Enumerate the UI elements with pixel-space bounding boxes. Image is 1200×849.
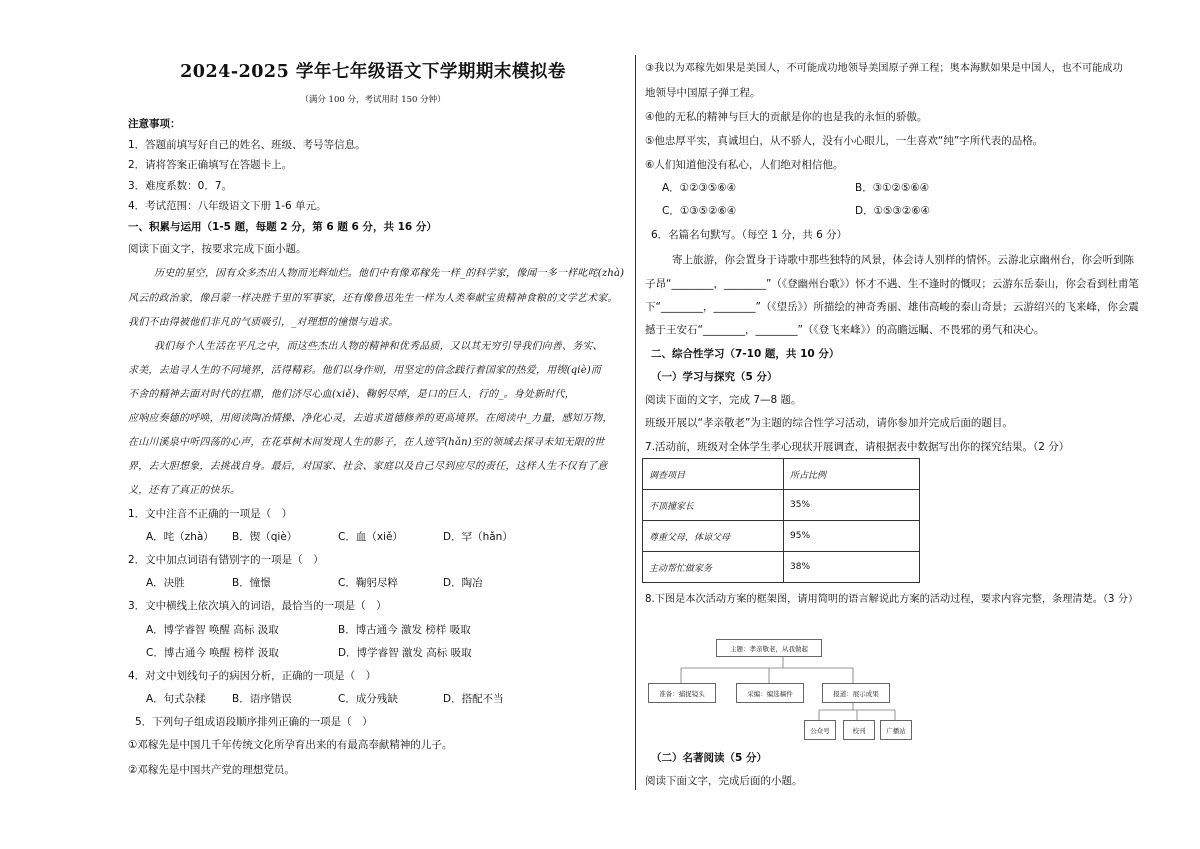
q6-line: 子昂“________，________”（《登幽州台歌》）怀才不遇、生不逢时的慨叹；云游东岳泰山，你会看到杜甫笔: [645, 278, 1139, 290]
q5-option-c[interactable]: C．①③⑤②⑥④: [662, 205, 737, 217]
table-cell: 35%: [784, 490, 920, 521]
column-divider: [635, 55, 636, 790]
notes-item: 2．请将答案正确填写在答题卡上。: [128, 159, 293, 171]
q5-item: ①邓稼先是中国几千年传统文化所孕育出来的有最高奉献精神的儿子。: [128, 739, 453, 751]
q5-option-d[interactable]: D．①⑤③②⑥④: [855, 205, 931, 217]
activity-intro: 班级开展以“孝亲敬老”为主题的综合性学习活动，请你参加并完成后面的题目。: [645, 417, 1013, 429]
table-header-cell: 调查项目: [643, 459, 784, 490]
question-7-stem: 7.活动前，班级对全体学生孝心现状开展调查，请根据表中数据写出你的探究结果。（2 分）: [645, 441, 1070, 453]
subsection-1-intro: 阅读下面的文字，完成 7—8 题。: [645, 394, 802, 406]
flow-node-theme: 主题：孝亲敬老，从我做起: [716, 639, 822, 657]
q6-line: 下“________，________”（《望岳》）所描绘的神奇秀丽、雄伟高峻的泰山奇景；云游绍兴的飞来峰，你会震: [645, 301, 1139, 313]
subsection-2-heading: （二）名著阅读（5 分）: [651, 752, 767, 764]
q3-option-d[interactable]: D．博学睿智 激发 高标 吸取: [338, 647, 472, 659]
q1-option-a[interactable]: A．咤（zhà）: [146, 531, 214, 543]
table-header-cell: 所占比例: [784, 459, 920, 490]
q4-option-a[interactable]: A．句式杂糅: [146, 693, 206, 705]
flow-node-report: 报道：展示成果: [822, 683, 890, 703]
page-subtitle: （满分 100 分，考试用时 150 分钟）: [300, 95, 446, 105]
q6-line: 寄上旅游，你会置身于诗歌中那些独特的风景，体会诗人别样的情怀。云游北京幽州台，你会听到陈: [672, 254, 1134, 266]
q3-option-b[interactable]: B．博古通今 激发 榜样 吸取: [338, 624, 471, 636]
flow-node-radio: 广播站: [880, 720, 912, 740]
survey-table: [642, 458, 920, 583]
q3-option-a[interactable]: A．博学睿智 唤醒 高标 汲取: [146, 624, 279, 636]
q6-line: 撼于王安石“________，________”（《登飞来峰》）的高瞻远瞩、不畏邪的勇气和决心。: [645, 324, 1045, 336]
passage-line: 界，去大胆想象，去挑战自身。最后，对国家、社会、家庭以及自己尽到应尽的责任，这样人生不仅有了意: [128, 461, 608, 472]
q4-option-d[interactable]: D．搭配不当: [443, 693, 504, 705]
flow-node-prepare: 准备：捕捉镜头: [648, 683, 716, 703]
q2-option-b[interactable]: B．憧憬: [232, 577, 271, 589]
question-5-stem: 5．下列句子组成语段顺序排列正确的一项是（ ）: [135, 716, 373, 728]
table-cell: 38%: [784, 552, 920, 583]
passage-line: 不舍的精神去面对时代的扛鼎，他们济尽心血(xiě)、鞠躬尽瘁，是口的巨人，行的_。身处新时代，: [128, 389, 575, 400]
notes-item: 1．答题前填写好自己的姓名、班级、考号等信息。: [128, 139, 366, 151]
notes-item: 4．考试范围：八年级语文下册 1-6 单元。: [128, 200, 327, 212]
question-2-stem: 2．文中加点词语有错别字的一项是（ ）: [128, 554, 324, 566]
section1-intro: 阅读下面文字，按要求完成下面小题。: [128, 243, 307, 255]
subsection-1-heading: （一）学习与探究（5 分）: [651, 371, 778, 383]
q1-option-b[interactable]: B．锲（qiè）: [232, 531, 298, 543]
q3-option-c[interactable]: C．博古通今 唤醒 榜样 汲取: [146, 647, 279, 659]
notes-item: 3．难度系数：0．7。: [128, 180, 233, 192]
q1-option-d[interactable]: D．罕（hǎn）: [443, 531, 513, 543]
flow-node-wechat: 公众号: [804, 720, 836, 740]
page-title: 2024-2025 学年七年级语文下学期期末模拟卷: [180, 62, 566, 82]
table-header-row: [643, 459, 920, 490]
notes-heading: 注意事项：: [128, 118, 181, 130]
q5-item: ③我以为邓稼先如果是美国人，不可能成功地领导美国原子弹工程；奥本海默如果是中国人，也不可能成功: [645, 63, 1123, 74]
passage-line: 在山川溪泉中听四荡的心声，在花草树木间发现人生的影子，在人迹罕(hǎn)至的领域去探寻未知无限的世: [128, 437, 605, 448]
passage-line: 风云的政治家，像吕蒙一样决胜千里的军事家，还有像鲁迅先生一样为人类奉献宝贵精神食粮的文学艺术家。: [128, 293, 618, 304]
q2-option-a[interactable]: A．决胜: [146, 577, 185, 589]
q5-item: 地领导中国原子弹工程。: [645, 87, 761, 99]
q5-option-a[interactable]: A．①②③⑤⑥④: [662, 182, 737, 194]
q5-item: ②邓稼先是中国共产党的理想党员。: [128, 764, 295, 776]
table-cell: 95%: [784, 521, 920, 552]
q2-option-c[interactable]: C．鞠躬尽粹: [338, 577, 398, 589]
q5-option-b[interactable]: B．③①②⑤⑥④: [855, 182, 930, 194]
question-1-stem: 1．文中注音不正确的一项是（ ）: [128, 508, 293, 520]
table-row: [643, 552, 920, 583]
q2-option-d[interactable]: D．陶冶: [443, 577, 483, 589]
passage-line: 义，还有了真正的快乐。: [128, 485, 241, 496]
question-4-stem: 4．对文中划线句子的病因分析，正确的一项是（ ）: [128, 670, 377, 682]
table-row: [643, 490, 920, 521]
q4-option-c[interactable]: C．成分残缺: [338, 693, 398, 705]
flow-node-edit: 采编：编选稿件: [736, 683, 804, 703]
table-cell: 尊重父母，体谅父母: [643, 521, 784, 552]
passage-line: 应响应奏德的呼唤，用阅读陶冶情操、净化心灵，去追求道德修养的更高境界。在阅读中_力量，感知万物，: [128, 413, 613, 424]
question-6-stem: 6．名篇名句默写。（每空 1 分，共 6 分）: [651, 229, 848, 241]
q5-item: ⑤他忠厚平实，真诚坦白，从不骄人，没有小心眼儿，一生喜欢“纯”字所代表的品格。: [645, 135, 1044, 147]
q5-item: ⑥人们知道他没有私心，人们绝对相信他。: [645, 159, 844, 171]
question-3-stem: 3．文中横线上依次填入的词语，最恰当的一项是（ ）: [128, 600, 387, 612]
section1-heading: 一、积累与运用（1-5 题，每题 2 分，第 6 题 6 分，共 16 分）: [128, 221, 437, 233]
table-cell: 主动帮忙做家务: [643, 552, 784, 583]
q5-item: ④他的无私的精神与巨大的贡献是你的也是我的永恒的骄傲。: [645, 111, 928, 123]
table-cell: 不顶撞家长: [643, 490, 784, 521]
section2-heading: 二、综合性学习（7-10 题，共 10 分）: [651, 348, 840, 360]
q4-option-b[interactable]: B．语序错误: [232, 693, 292, 705]
table-row: [643, 521, 920, 552]
question-8-stem: 8.下图是本次活动方案的框架图，请用简明的语言解说此方案的活动过程，要求内容完整，条理清楚。（3 分）: [645, 594, 1139, 605]
passage-line: 历史的星空，因有众多杰出人物而光辉灿烂。他们中有像邓稼先一样_的科学家，像闻一多一样叱咤(zhà): [154, 268, 625, 279]
passage-line: 我们不由得被他们非凡的气质吸引，_对理想的憧憬与追求。: [128, 317, 399, 328]
subsection-2-intro: 阅读下面文字，完成后面的小题。: [645, 775, 803, 787]
passage-line: 我们每个人生活在平凡之中，而这些杰出人物的精神和优秀品质，又以其无穷引导我们向善、务实、: [154, 341, 603, 352]
q1-option-c[interactable]: C．血（xiě）: [338, 531, 403, 543]
flow-node-school-magazine: 校刊: [843, 720, 875, 740]
passage-line: 求美，去追寻人生的不同境界，活得精彩。他们以身作则，用坚定的信念践行着国家的热爱，用锲(qiè)而: [128, 365, 602, 376]
